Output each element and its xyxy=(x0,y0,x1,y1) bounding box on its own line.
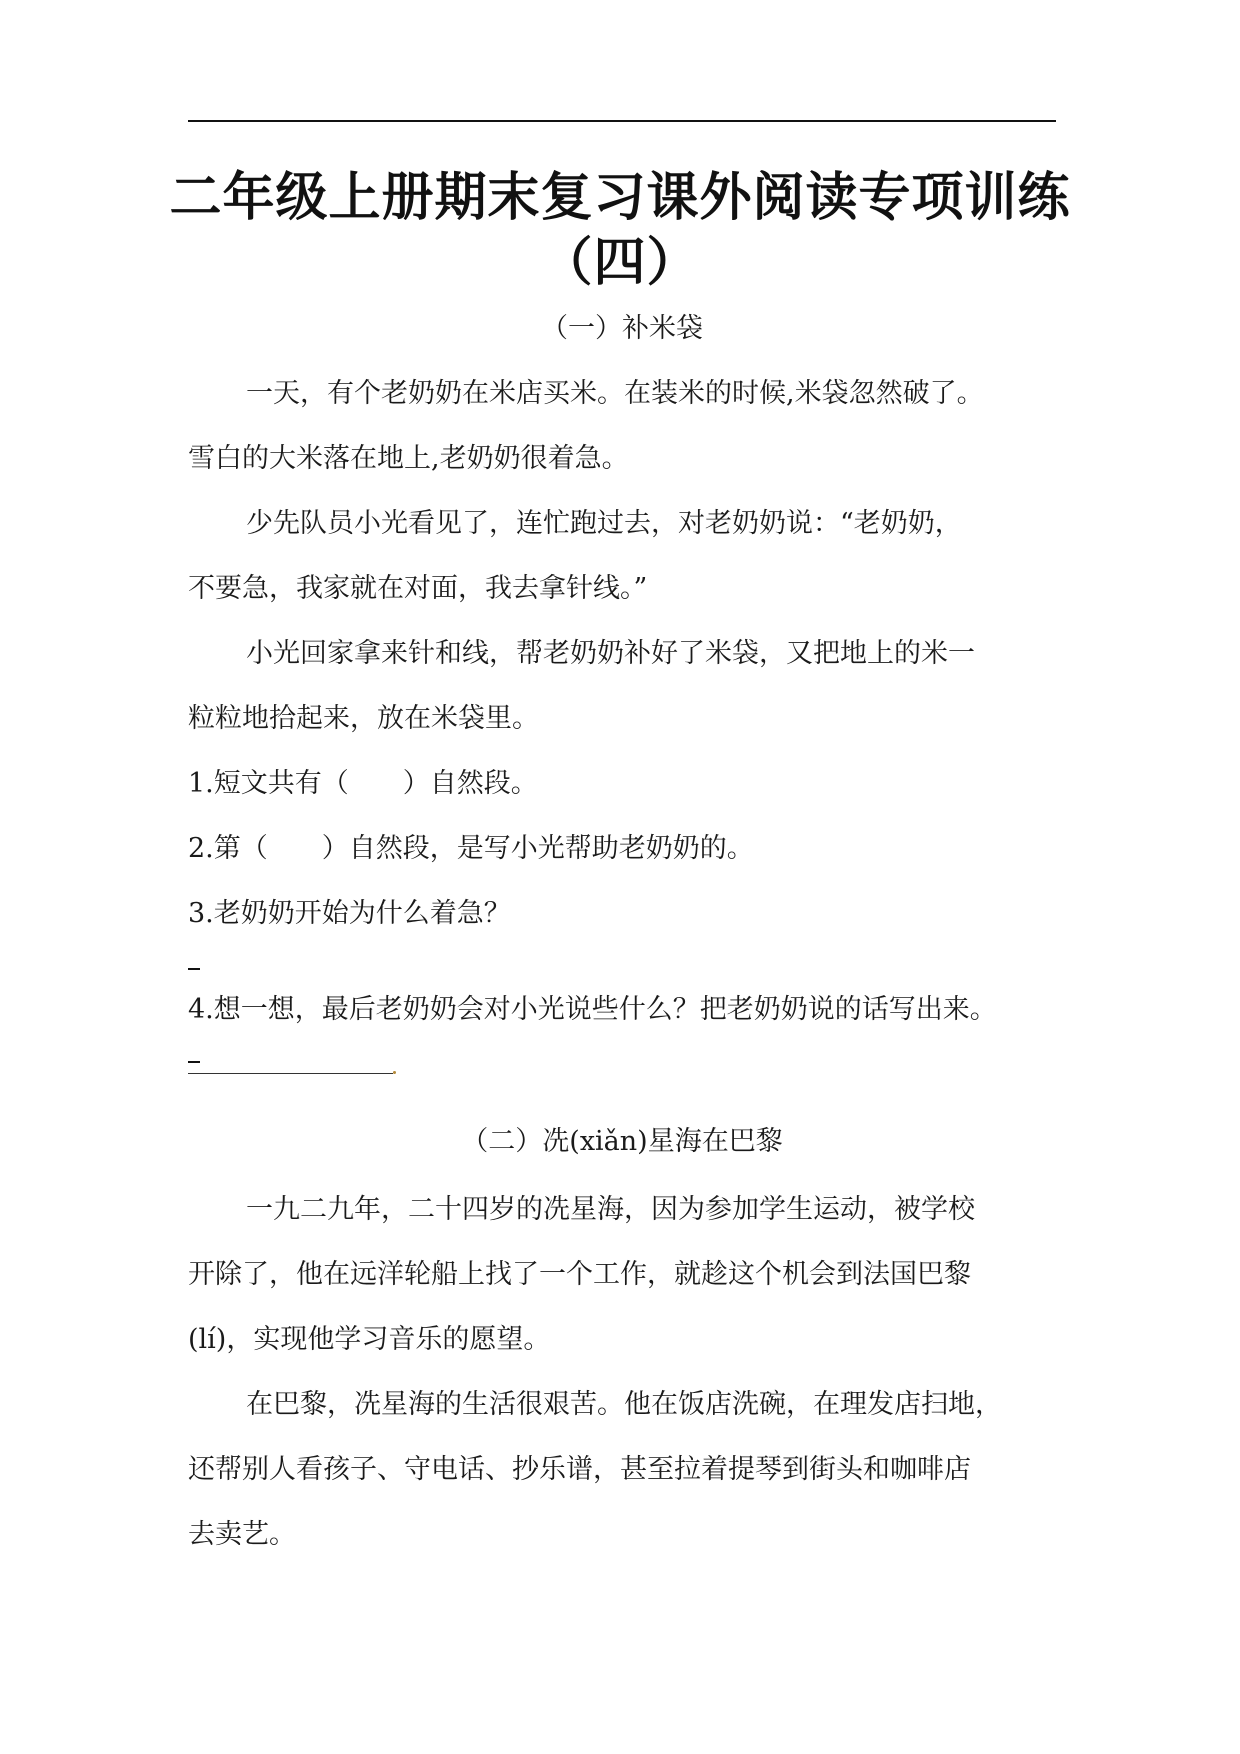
section1-p3-line1: 小光回家拿来针和线，帮老奶奶补好了米袋，又把地上的米一 xyxy=(246,638,975,669)
answer-blank-4-end-dot xyxy=(393,1071,396,1074)
question-2: 2.第（ ）自然段，是写小光帮助老奶奶的。 xyxy=(188,833,754,864)
document-title: 二年级上册期末复习课外阅读专项训练 xyxy=(169,168,1071,228)
section2-heading: （二）冼(xiǎn)星海在巴黎 xyxy=(461,1126,783,1157)
section2-p2-line2: 还帮别人看孩子、守电话、抄乐谱，甚至拉着提琴到街头和咖啡店 xyxy=(188,1454,971,1485)
header-rule xyxy=(188,120,1056,122)
question-4: 4.想一想，最后老奶奶会对小光说些什么？把老奶奶说的话写出来。 xyxy=(188,994,997,1025)
section1-heading: （一）补米袋 xyxy=(541,313,703,344)
section2-p1-line2: 开除了，他在远洋轮船上找了一个工作，就趁这个机会到法国巴黎 xyxy=(188,1259,971,1290)
answer-blank-3[interactable] xyxy=(188,968,200,970)
document-title-number: （四） xyxy=(540,233,700,293)
section1-p1-line1: 一天，有个老奶奶在米店买米。在装米的时候,米袋忽然破了。 xyxy=(246,378,984,409)
question-1: 1.短文共有（ ）自然段。 xyxy=(188,768,538,799)
section1-p2-line1: 少先队员小光看见了，连忙跑过去，对老奶奶说：“老奶奶， xyxy=(246,508,962,539)
section1-p1-line2: 雪白的大米落在地上,老奶奶很着急。 xyxy=(188,443,629,474)
section1-p2-line2: 不要急，我家就在对面，我去拿针线。” xyxy=(188,573,648,604)
section1-p3-line2: 粒粒地拾起来，放在米袋里。 xyxy=(188,703,539,734)
answer-blank-4[interactable] xyxy=(188,1073,393,1074)
section2-p2-line3: 去卖艺。 xyxy=(188,1519,296,1550)
section2-p1-line1: 一九二九年，二十四岁的冼星海，因为参加学生运动，被学校 xyxy=(246,1194,975,1225)
section2-p1-line3: (lí)，实现他学习音乐的愿望。 xyxy=(188,1324,551,1355)
section2-p2-line1: 在巴黎，冼星海的生活很艰苦。他在饭店洗碗，在理发店扫地， xyxy=(246,1389,1002,1420)
question-3: 3.老奶奶开始为什么着急？ xyxy=(188,898,511,929)
answer-blank-4-start xyxy=(188,1061,200,1063)
